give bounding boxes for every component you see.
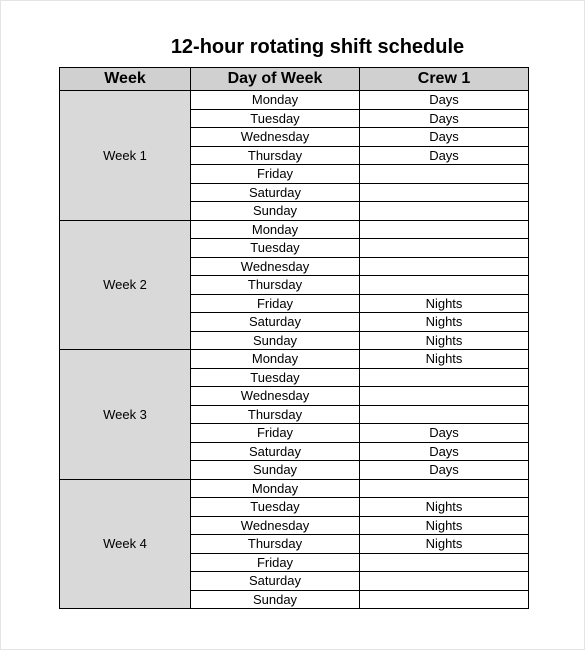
crew-shift-cell: Days bbox=[360, 146, 529, 165]
table-header bbox=[60, 68, 529, 91]
day-cell: Thursday bbox=[191, 276, 360, 295]
crew-shift-cell: Nights bbox=[360, 350, 529, 369]
day-cell: Sunday bbox=[191, 461, 360, 480]
crew-shift-cell bbox=[360, 239, 529, 258]
day-cell: Saturday bbox=[191, 313, 360, 332]
crew-shift-cell bbox=[360, 590, 529, 609]
day-cell: Sunday bbox=[191, 202, 360, 221]
day-cell: Tuesday bbox=[191, 368, 360, 387]
crew-shift-cell: Nights bbox=[360, 516, 529, 535]
crew-shift-cell: Days bbox=[360, 128, 529, 147]
header-row bbox=[60, 68, 529, 91]
day-cell: Sunday bbox=[191, 331, 360, 350]
day-cell: Sunday bbox=[191, 590, 360, 609]
day-cell: Tuesday bbox=[191, 239, 360, 258]
table-body bbox=[60, 91, 529, 609]
crew-shift-cell: Days bbox=[360, 424, 529, 443]
crew-shift-cell bbox=[360, 479, 529, 498]
crew-shift-cell: Nights bbox=[360, 331, 529, 350]
week-label-cell: Week 3 bbox=[60, 350, 191, 480]
crew-shift-cell: Nights bbox=[360, 535, 529, 554]
crew-shift-cell: Days bbox=[360, 91, 529, 110]
crew-shift-cell bbox=[360, 257, 529, 276]
day-cell: Thursday bbox=[191, 535, 360, 554]
day-cell: Friday bbox=[191, 553, 360, 572]
day-cell: Friday bbox=[191, 165, 360, 184]
crew-shift-cell: Days bbox=[360, 461, 529, 480]
header-crew-1: Crew 1 bbox=[360, 68, 529, 91]
crew-shift-cell: Nights bbox=[360, 498, 529, 517]
day-cell: Wednesday bbox=[191, 387, 360, 406]
day-cell: Wednesday bbox=[191, 128, 360, 147]
shift-schedule-table bbox=[59, 67, 529, 609]
crew-shift-cell bbox=[360, 220, 529, 239]
day-cell: Wednesday bbox=[191, 257, 360, 276]
day-cell: Thursday bbox=[191, 405, 360, 424]
day-cell: Saturday bbox=[191, 572, 360, 591]
crew-shift-cell bbox=[360, 202, 529, 221]
crew-shift-cell: Days bbox=[360, 442, 529, 461]
crew-shift-cell bbox=[360, 276, 529, 295]
crew-shift-cell bbox=[360, 368, 529, 387]
table-row bbox=[60, 91, 529, 110]
day-cell: Friday bbox=[191, 424, 360, 443]
crew-shift-cell: Days bbox=[360, 109, 529, 128]
table-row bbox=[60, 350, 529, 369]
day-cell: Tuesday bbox=[191, 498, 360, 517]
page-title: 12-hour rotating shift schedule bbox=[170, 36, 465, 58]
crew-shift-cell: Nights bbox=[360, 313, 529, 332]
header-day-of-week: Day of Week bbox=[191, 68, 360, 91]
day-cell: Monday bbox=[191, 91, 360, 110]
crew-shift-cell bbox=[360, 387, 529, 406]
crew-shift-cell bbox=[360, 553, 529, 572]
week-label-cell: Week 1 bbox=[60, 91, 191, 221]
day-cell: Saturday bbox=[191, 442, 360, 461]
crew-shift-cell bbox=[360, 405, 529, 424]
crew-shift-cell bbox=[360, 572, 529, 591]
day-cell: Friday bbox=[191, 294, 360, 313]
day-cell: Thursday bbox=[191, 146, 360, 165]
table-row bbox=[60, 220, 529, 239]
crew-shift-cell bbox=[360, 183, 529, 202]
day-cell: Monday bbox=[191, 350, 360, 369]
day-cell: Tuesday bbox=[191, 109, 360, 128]
day-cell: Saturday bbox=[191, 183, 360, 202]
week-label-cell: Week 2 bbox=[60, 220, 191, 350]
header-week: Week bbox=[60, 68, 191, 91]
day-cell: Monday bbox=[191, 220, 360, 239]
table-row bbox=[60, 479, 529, 498]
day-cell: Monday bbox=[191, 479, 360, 498]
day-cell: Wednesday bbox=[191, 516, 360, 535]
week-label-cell: Week 4 bbox=[60, 479, 191, 609]
crew-shift-cell bbox=[360, 165, 529, 184]
crew-shift-cell: Nights bbox=[360, 294, 529, 313]
